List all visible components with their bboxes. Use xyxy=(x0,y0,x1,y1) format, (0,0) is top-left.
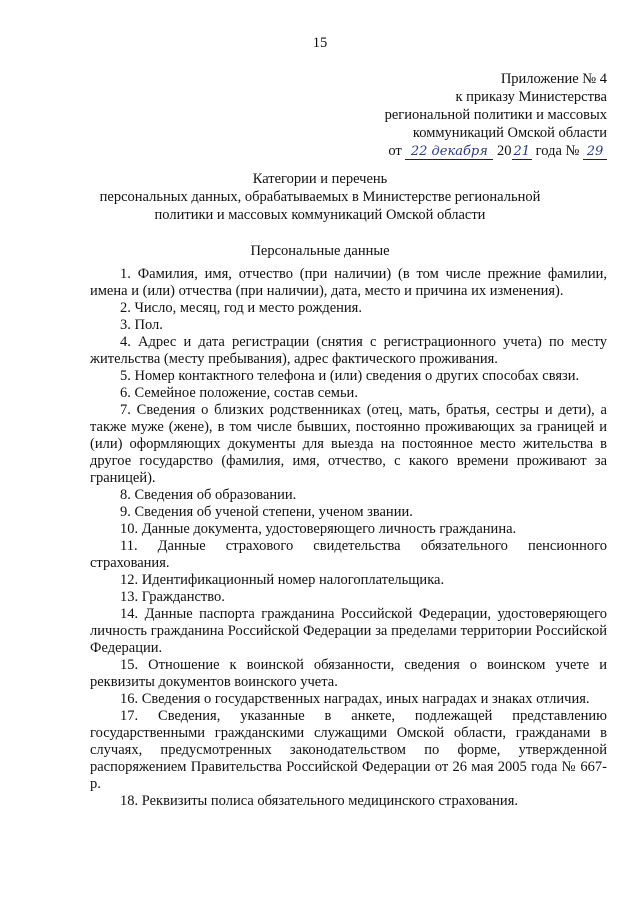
list-item: 5. Номер контактного телефона и (или) сведения о других способах связи. xyxy=(120,368,580,384)
handwritten-year: 21 xyxy=(513,144,531,159)
list-item: 3. Пол. xyxy=(120,317,163,333)
list-item: 13. Гражданство. xyxy=(120,589,225,605)
handwritten-order-number: 29 xyxy=(583,145,607,160)
list-item: 4. Адрес и дата регистрации (снятия с регистрационного учета) по месту жительства (месту пребывания), адрес фактического проживания. xyxy=(90,334,607,367)
list-item: 11. Данные страхового свидетельства обязательного пенсионного страхования. xyxy=(90,538,607,571)
appendix-line: коммуникаций Омской области xyxy=(412,125,607,141)
list-item: 18. Реквизиты полиса обязательного медицинского страхования. xyxy=(120,793,518,809)
document-title xyxy=(60,170,580,224)
list-item: 6. Семейное положение, состав семьи. xyxy=(120,385,358,401)
list-item: 10. Данные документа, удостоверяющего личность гражданина. xyxy=(120,521,517,537)
date-prefix: от xyxy=(388,143,402,159)
list-item: 16. Сведения о государственных наградах, иных наградах и знаках отличия. xyxy=(120,691,590,707)
list-item: 2. Число, месяц, год и место рождения. xyxy=(120,300,362,316)
list-item: 7. Сведения о близких родственниках (отец, мать, братья, сестры и дети), а также муже (жене), в том числе бывших, постоянно проживающих за границей и (или) оформляющих документы для выезда на постоянное место жительства в другое государство (фамилия, имя, отчество, с какого времени проживают за границей). xyxy=(90,402,607,486)
section-title: Персональные данные xyxy=(250,243,390,259)
year-suffix: года № xyxy=(535,143,580,159)
list-item: 12. Идентификационный номер налогоплательщика. xyxy=(120,572,445,588)
title-line: политики и массовых коммуникаций Омской области xyxy=(154,207,486,223)
appendix-date-line xyxy=(385,142,607,160)
page-number: 15 xyxy=(312,35,328,51)
list-item: 8. Сведения об образовании. xyxy=(120,487,297,503)
personal-data-list xyxy=(90,266,607,810)
list-item: 1. Фамилия, имя, отчество (при наличии) (в том числе прежние фамилии, имена и (или) отчества (при наличии), дата, место и причина их изменения). xyxy=(90,266,607,299)
year-prefix: 20 xyxy=(497,143,512,159)
list-item: 15. Отношение к воинской обязанности, сведения о воинском учете и реквизиты документов воинского учета. xyxy=(90,657,607,690)
title-line: персональных данных, обрабатываемых в Министерстве региональной xyxy=(99,189,541,205)
appendix-line: региональной политики и массовых xyxy=(384,107,607,123)
list-item: 14. Данные паспорта гражданина Российской Федерации, удостоверяющего личность гражданина Российской Федерации за пределами территории Российской Федерации. xyxy=(90,606,607,656)
appendix-header xyxy=(385,70,607,160)
list-item: 17. Сведения, указанные в анкете, подлежащей представлению государственными гражданскими служащими Омской области, гражданами в случаях, предусмотренных законодательством по форме, утвержденной распоряжением Правительства Российской Федерации от 26 мая 2005 года № 667-р. xyxy=(90,708,607,792)
title-line: Категории и перечень xyxy=(252,171,388,187)
list-item: 9. Сведения об ученой степени, ученом звании. xyxy=(120,504,413,520)
appendix-line: к приказу Министерства xyxy=(455,89,607,105)
appendix-line: Приложение № 4 xyxy=(500,71,607,87)
handwritten-date: 22 декабря xyxy=(405,145,493,160)
